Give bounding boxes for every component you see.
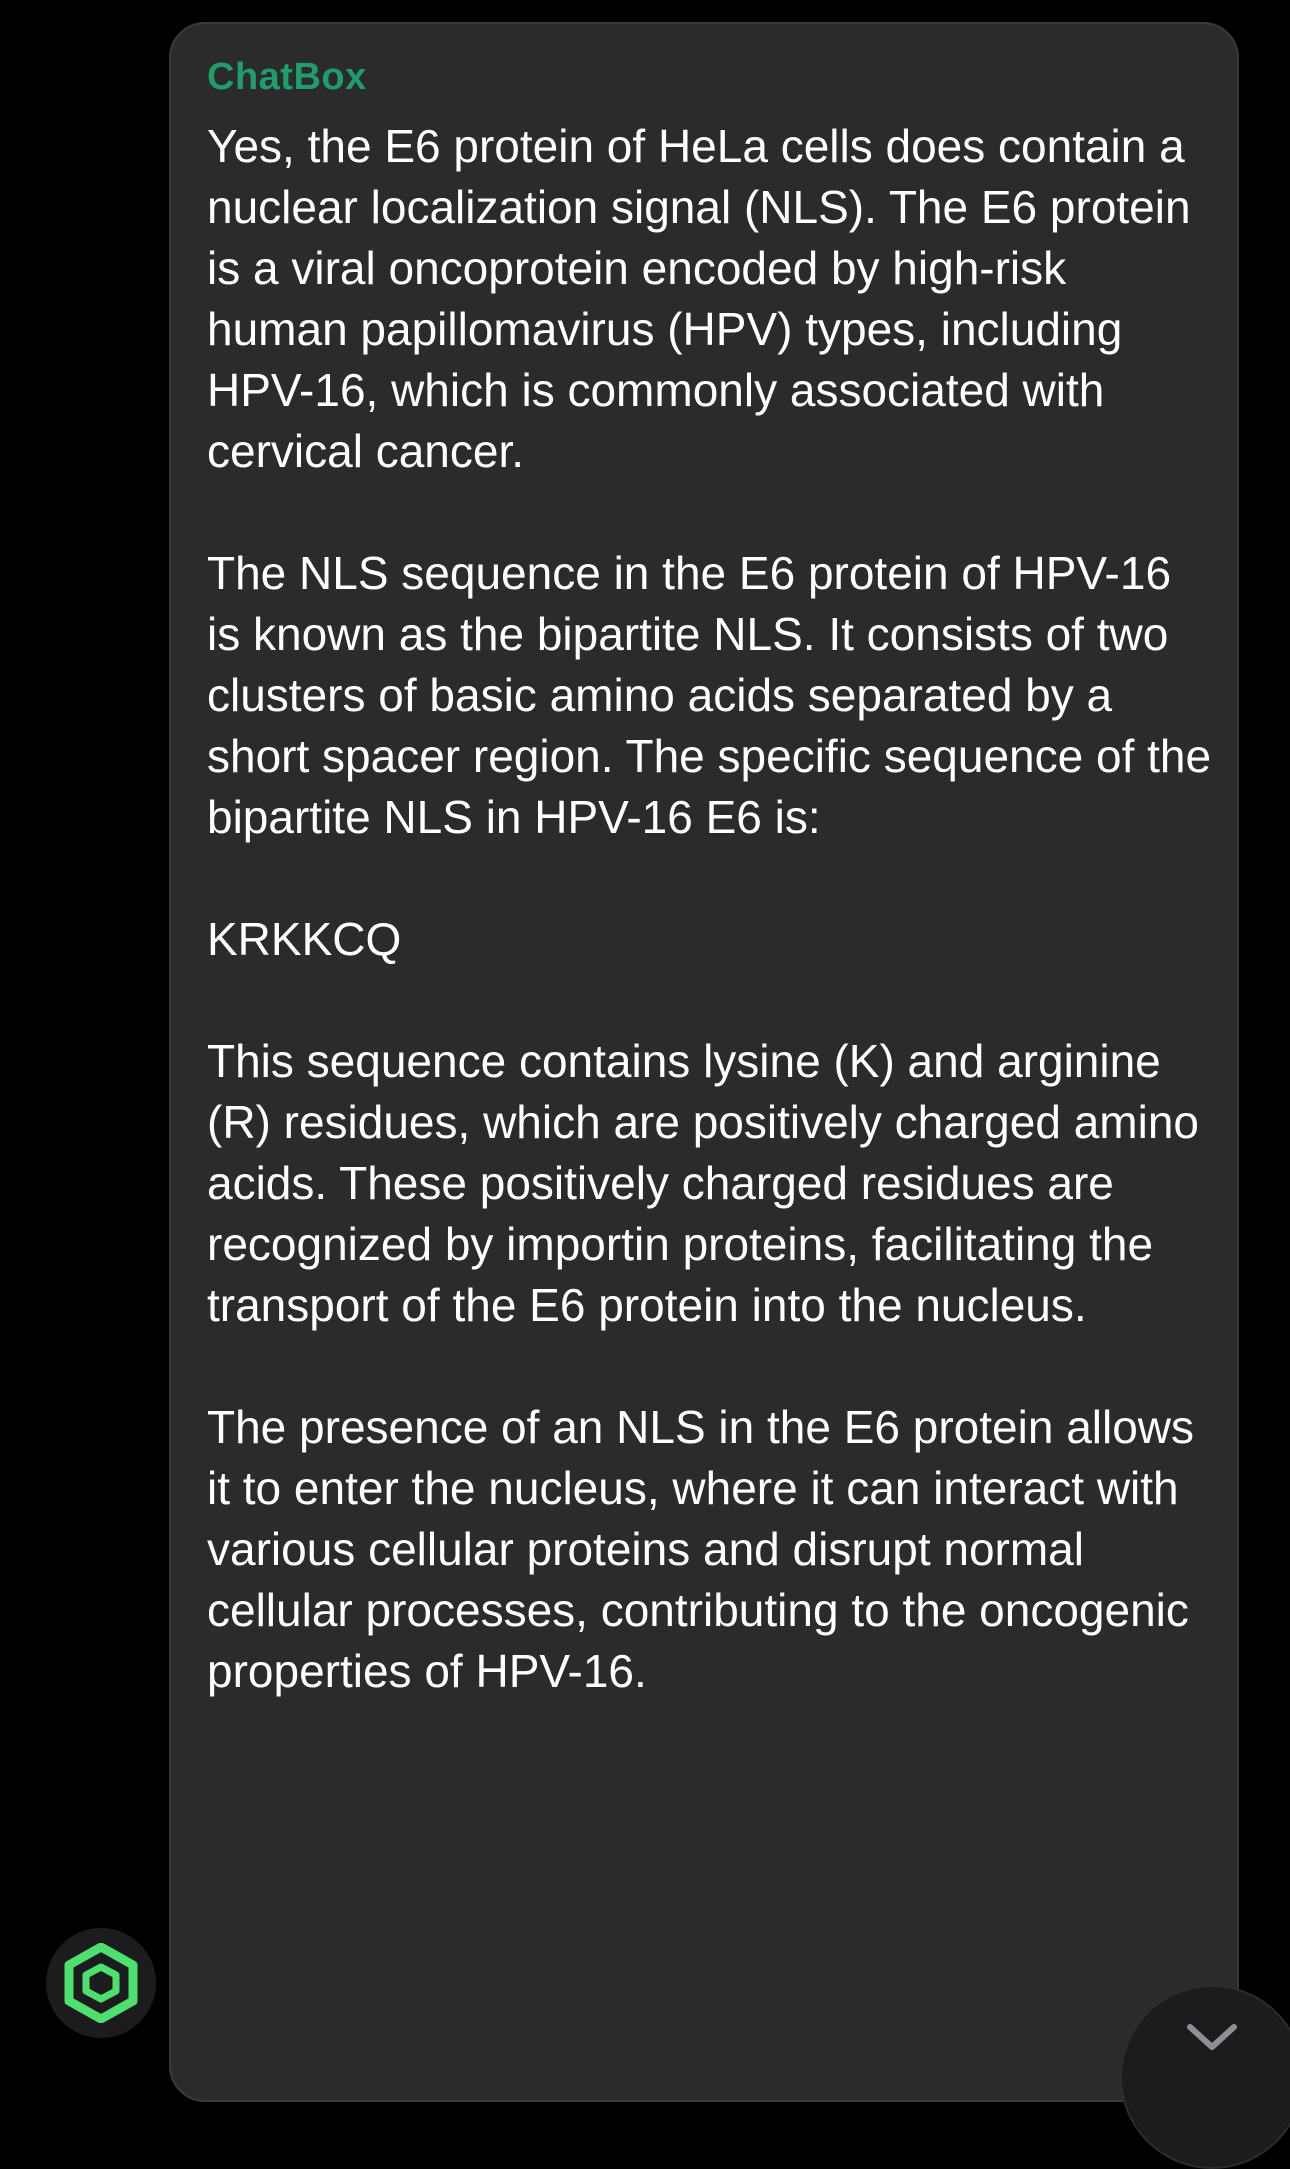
scroll-down-button[interactable] [1120,1985,1290,2169]
sender-name: ChatBox [207,56,367,98]
message-text [207,116,1217,1702]
assistant-message-bubble[interactable] [169,22,1239,2102]
message-paragraph: The NLS sequence in the E6 protein of HPV-16 is known as the bipartite NLS. It consists of two clusters of basic amino acids separated by a short spacer region. The specific sequence of the bipartite NLS in HPV-16 E6 is: [207,547,1212,843]
message-paragraph: The presence of an NLS in the E6 protein allows it to enter the nucleus, where it can interact with various cellular proteins and disrupt normal cellular processes, contributing to the oncogenic properties of HPV-16. [207,1401,1195,1697]
chatbox-avatar [46,1928,156,2038]
message-paragraph: Yes, the E6 protein of HeLa cells does contain a nuclear localization signal (NLS). The E6 protein is a viral oncoprotein encoded by high-risk human papillomavirus (HPV) types, including HPV-16, which is commonly associated with cervical cancer. [207,120,1191,477]
message-paragraph: KRKKCQ [207,913,402,965]
message-paragraph: This sequence contains lysine (K) and arginine (R) residues, which are positively charged amino acids. These positively charged residues are recognized by importin proteins, facilitating the transport of the E6 protein into the nucleus. [207,1035,1199,1331]
chatbox-hexagon-logo-icon [64,1943,138,2023]
chevron-down-icon [1182,2017,1242,2057]
